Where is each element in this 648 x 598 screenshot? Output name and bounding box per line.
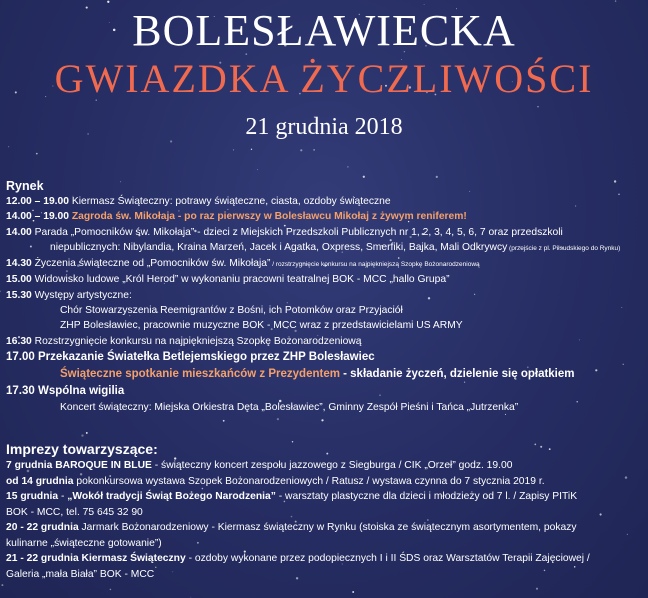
program-item: 17.30 Wspólna wigilia xyxy=(6,384,125,397)
program-item-continued: Świąteczne spotkanie mieszkańców z Prezydentem - składanie życzeń, dzielenie się opłatkiem xyxy=(60,367,575,380)
star xyxy=(352,591,354,593)
star xyxy=(277,418,279,420)
program-item: 15.00 Widowisko ludowe „Król Herod” w wykonaniu pracowni teatralnej BOK - MCC „hallo Grupa” xyxy=(6,274,450,286)
star xyxy=(257,169,258,170)
program-item: 17.00 Przekazanie Światełka Betlejemskiego przez ZHP Bolesławiec xyxy=(6,350,375,363)
event-item-continued: BOK - MCC, tel. 75 645 32 90 xyxy=(6,506,143,518)
event-item-continued: Galeria „mała Biała” BOK - MCC xyxy=(6,568,155,580)
star xyxy=(81,434,83,436)
event-item: 7 grudnia BAROQUE IN BLUE - świąteczny koncert zespołu jazzowego z Siegburga / CIK „Orzeł” godz. 19.00 xyxy=(6,460,513,471)
star xyxy=(1,584,3,586)
star xyxy=(110,589,112,591)
star xyxy=(223,420,225,422)
star xyxy=(233,149,234,150)
star xyxy=(107,1,109,3)
section-heading: Imprezy towarzyszące: xyxy=(6,441,158,457)
program-item: 12.00 – 19.00 Kiermasz Świąteczny: potrawy świąteczne, ciasta, ozdoby świąteczne xyxy=(6,196,391,207)
star xyxy=(36,153,38,155)
events-section xyxy=(6,440,646,582)
star xyxy=(424,4,425,5)
star xyxy=(537,106,538,107)
event-item: 15 grudnia - „Wokół tradycji Świąt Bożego Narodzenia” - warsztaty plastyczne dla dzieci i młodzieży od 7 l. / Zapisy PITiK xyxy=(6,491,578,502)
program-subitem: ZHP Bolesławiec, pracownie muzyczne BOK - MCC wraz z przedstawicielami US ARMY xyxy=(60,320,463,332)
star xyxy=(300,149,302,151)
star xyxy=(313,149,315,151)
star xyxy=(190,597,191,598)
star xyxy=(8,146,9,147)
page-title: BOLESŁAWIECKA xyxy=(132,6,516,55)
program-item: 14.00 Parada „Pomocników św. Mikołaja” - dzieci z Miejskich Przedszkoli Publicznych nr 1, 2, 3, 4, 5, 6, 7 oraz przedszkoli xyxy=(6,226,563,238)
program-item-continued: niepublicznych: Nibylandia, Kraina Marzeń, Jacek i Agatka, Oxpress, Smerfiki, Bajka, Mali Odkrywcy (przejście z pl. Piłsudskiego do Rynku) xyxy=(50,241,621,253)
star xyxy=(321,419,323,421)
program-subitem: Koncert świąteczny: Miejska Orkiestra Dęta „Bolesławiec”, Gminny Zespół Pieśni i Tańca „Jutrzenka” xyxy=(60,401,519,413)
event-item-continued: kulinarne „świąteczne gotowanie”) xyxy=(6,537,162,549)
event-item: 20 - 22 grudnia Jarmark Bożonarodzeniowy - Kiermasz świąteczny w Rynku (stoiska ze świątecznym asortymentem, pokazy xyxy=(6,522,577,533)
program-item: 14.30 Życzenia świąteczne od „Pomocników św. Mikołaja” / rozstrzygnięcie konkursu na najpiękniejszą Szopkę Bożonarodzeniową xyxy=(6,258,480,270)
star xyxy=(536,588,538,590)
program-section xyxy=(6,178,646,415)
section-heading: Rynek xyxy=(6,179,44,193)
star xyxy=(86,432,88,434)
program-item: 14.00 – 19.00 Zagroda św. Mikołaja - po raz pierwszy w Bolesławcu Mikołaj z żywym reniferem! xyxy=(6,211,467,223)
star xyxy=(0,290,1,292)
program-item: 15.30 Występy artystyczne: xyxy=(6,289,132,301)
event-date: 21 grudnia 2018 xyxy=(245,114,403,140)
page-subtitle: GWIAZDKA ŻYCZLIWOŚCI xyxy=(54,56,594,101)
event-item: 21 - 22 grudnia Kiermasz Świąteczny - ozdoby wykonane przez podopiecznych I i II ŚDS oraz Warsztatów Terapii Zajęciowej / xyxy=(6,553,590,564)
star xyxy=(347,166,348,167)
event-item: od 14 grudnia pokonkursowa wystawa Szopek Bożonarodzeniowych / Ratusz / wystawa czynna do 7 stycznia 2019 r. xyxy=(6,475,545,487)
program-item: 16.30 Rozstrzygnięcie konkursu na najpiękniejszą Szopkę Bożonarodzeniową xyxy=(6,335,362,347)
star xyxy=(615,0,616,1)
program-subitem: Chór Stowarzyszenia Reemigrantów z Bośni, ich Potomków oraz Przyjaciół xyxy=(60,305,403,317)
star xyxy=(251,149,252,150)
